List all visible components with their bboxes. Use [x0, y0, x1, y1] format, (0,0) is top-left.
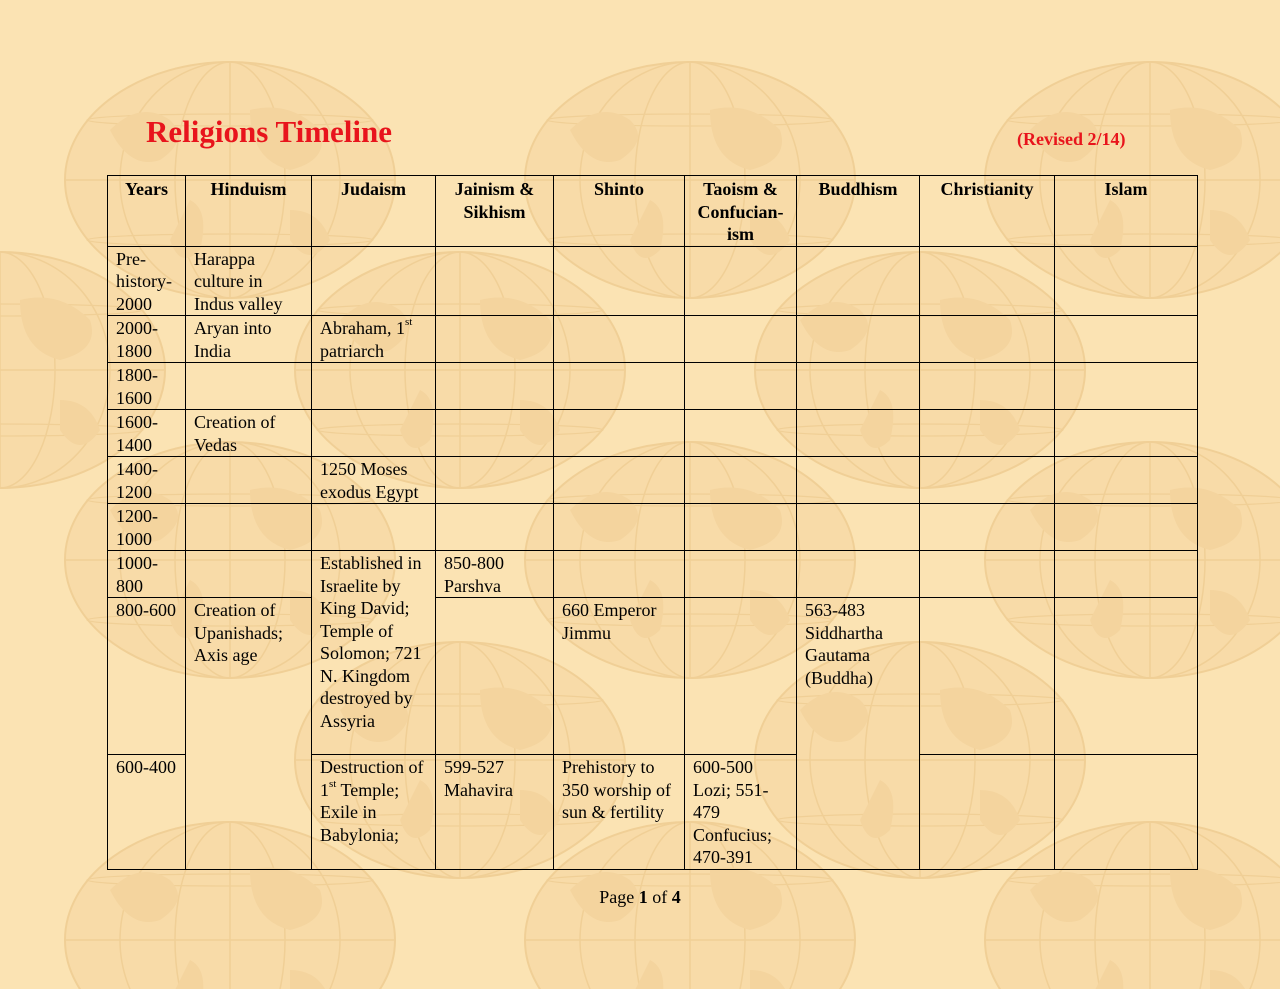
judaism-cell [312, 410, 436, 457]
jainism-cell: 850-800 Parshva [436, 551, 554, 598]
christianity-cell [920, 598, 1055, 755]
judaism-text: Destruction of 1 [320, 757, 424, 800]
islam-cell [1055, 410, 1198, 457]
hinduism-cell [186, 551, 312, 598]
judaism-text: Abraham, 1 [320, 318, 405, 338]
christianity-cell [920, 246, 1055, 316]
page-title: Religions Timeline [146, 114, 393, 149]
islam-cell [1055, 551, 1198, 598]
taoism-cell [685, 316, 797, 363]
footer-middle: of [647, 887, 672, 907]
christianity-cell [920, 410, 1055, 457]
religions-timeline-table [107, 175, 1198, 870]
years-cell: Pre-history-2000 [108, 246, 186, 316]
hinduism-cell: Harappa culture in Indus valley [186, 246, 312, 316]
judaism-cell [312, 504, 436, 551]
shinto-cell: 660 Emperor Jimmu [554, 598, 685, 755]
christianity-cell [920, 551, 1055, 598]
column-header-years: Years [108, 176, 186, 247]
table-row [108, 246, 1198, 316]
ordinal-suffix: st [404, 316, 413, 328]
footer-prefix: Page [599, 887, 639, 907]
islam-cell [1055, 363, 1198, 410]
column-header-hinduism: Hinduism [186, 176, 312, 247]
buddhism-cell [797, 457, 920, 504]
islam-cell [1055, 316, 1198, 363]
islam-cell [1055, 598, 1198, 755]
christianity-cell [920, 504, 1055, 551]
years-cell: 800-600 [108, 598, 186, 755]
hinduism-cell [186, 457, 312, 504]
years-cell: 1600-1400 [108, 410, 186, 457]
table-row [108, 363, 1198, 410]
judaism-cell [312, 755, 436, 870]
buddhism-cell [797, 316, 920, 363]
shinto-cell [554, 410, 685, 457]
table-row [108, 316, 1198, 363]
shinto-cell [554, 457, 685, 504]
jainism-cell [436, 363, 554, 410]
shinto-cell [554, 316, 685, 363]
taoism-cell [685, 363, 797, 410]
jainism-cell [436, 410, 554, 457]
taoism-cell [685, 246, 797, 316]
jainism-cell [436, 246, 554, 316]
buddhism-cell [797, 410, 920, 457]
islam-cell [1055, 504, 1198, 551]
hinduism-cell [186, 363, 312, 410]
column-header-shinto: Shinto [554, 176, 685, 247]
column-header-christianity: Christianity [920, 176, 1055, 247]
buddhism-cell [797, 551, 920, 598]
islam-cell [1055, 246, 1198, 316]
table-row [108, 410, 1198, 457]
years-cell: 1000-800 [108, 551, 186, 598]
shinto-cell [554, 363, 685, 410]
column-header-taoism-confucianism: Taoism & Confucian-ism [685, 176, 797, 247]
total-pages: 4 [671, 887, 681, 907]
table-row [108, 457, 1198, 504]
column-header-islam: Islam [1055, 176, 1198, 247]
buddhism-cell [797, 246, 920, 316]
christianity-cell [920, 457, 1055, 504]
table-row [108, 598, 1198, 755]
hinduism-cell: Creation of Vedas [186, 410, 312, 457]
years-cell: 1400-1200 [108, 457, 186, 504]
years-cell: 2000-1800 [108, 316, 186, 363]
judaism-cell [312, 246, 436, 316]
jainism-cell: 599-527 Mahavira [436, 755, 554, 870]
jainism-cell [436, 457, 554, 504]
judaism-cell [312, 316, 436, 363]
islam-cell [1055, 755, 1198, 870]
judaism-text: patriarch [320, 340, 384, 361]
jainism-cell [436, 504, 554, 551]
judaism-cell [312, 363, 436, 410]
taoism-cell: 600-500 Lozi; 551-479 Confucius; 470-391 [685, 755, 797, 870]
buddhism-cell [797, 363, 920, 410]
judaism-text: Temple; Exile in Babylonia; [320, 779, 400, 845]
column-header-buddhism: Buddhism [797, 176, 920, 247]
ordinal-suffix: st [329, 777, 337, 790]
hinduism-cell: Creation of Upanishads; Axis age [186, 598, 312, 870]
taoism-cell [685, 598, 797, 755]
years-cell: 1800-1600 [108, 363, 186, 410]
islam-cell [1055, 457, 1198, 504]
christianity-cell [920, 755, 1055, 870]
taoism-cell [685, 410, 797, 457]
jainism-cell [436, 316, 554, 363]
revision-note: (Revised 2/14) [1017, 129, 1126, 149]
buddhism-cell: 563-483 Siddhartha Gautama (Buddha) [797, 598, 920, 870]
taoism-cell [685, 457, 797, 504]
hinduism-cell [186, 504, 312, 551]
buddhism-cell [797, 504, 920, 551]
header-row [108, 176, 1198, 247]
shinto-cell: Prehistory to 350 worship of sun & fertility [554, 755, 685, 870]
christianity-cell [920, 316, 1055, 363]
shinto-cell [554, 551, 685, 598]
shinto-cell [554, 246, 685, 316]
judaism-cell: Established in Israelite by King David; Temple of Solomon; 721 N. Kingdom destroyed by Assyria [312, 551, 436, 755]
shinto-cell [554, 504, 685, 551]
taoism-cell [685, 504, 797, 551]
christianity-cell [920, 363, 1055, 410]
column-header-judaism: Judaism [312, 176, 436, 247]
jainism-cell [436, 598, 554, 755]
column-header-jainism-sikhism: Jainism & Sikhism [436, 176, 554, 247]
judaism-cell: 1250 Moses exodus Egypt [312, 457, 436, 504]
current-page-number: 1 [638, 887, 648, 907]
years-cell: 1200-1000 [108, 504, 186, 551]
table-row [108, 551, 1198, 598]
taoism-cell [685, 551, 797, 598]
page-footer [0, 887, 1280, 908]
years-cell: 600-400 [108, 755, 186, 870]
hinduism-cell: Aryan into India [186, 316, 312, 363]
table-row [108, 504, 1198, 551]
